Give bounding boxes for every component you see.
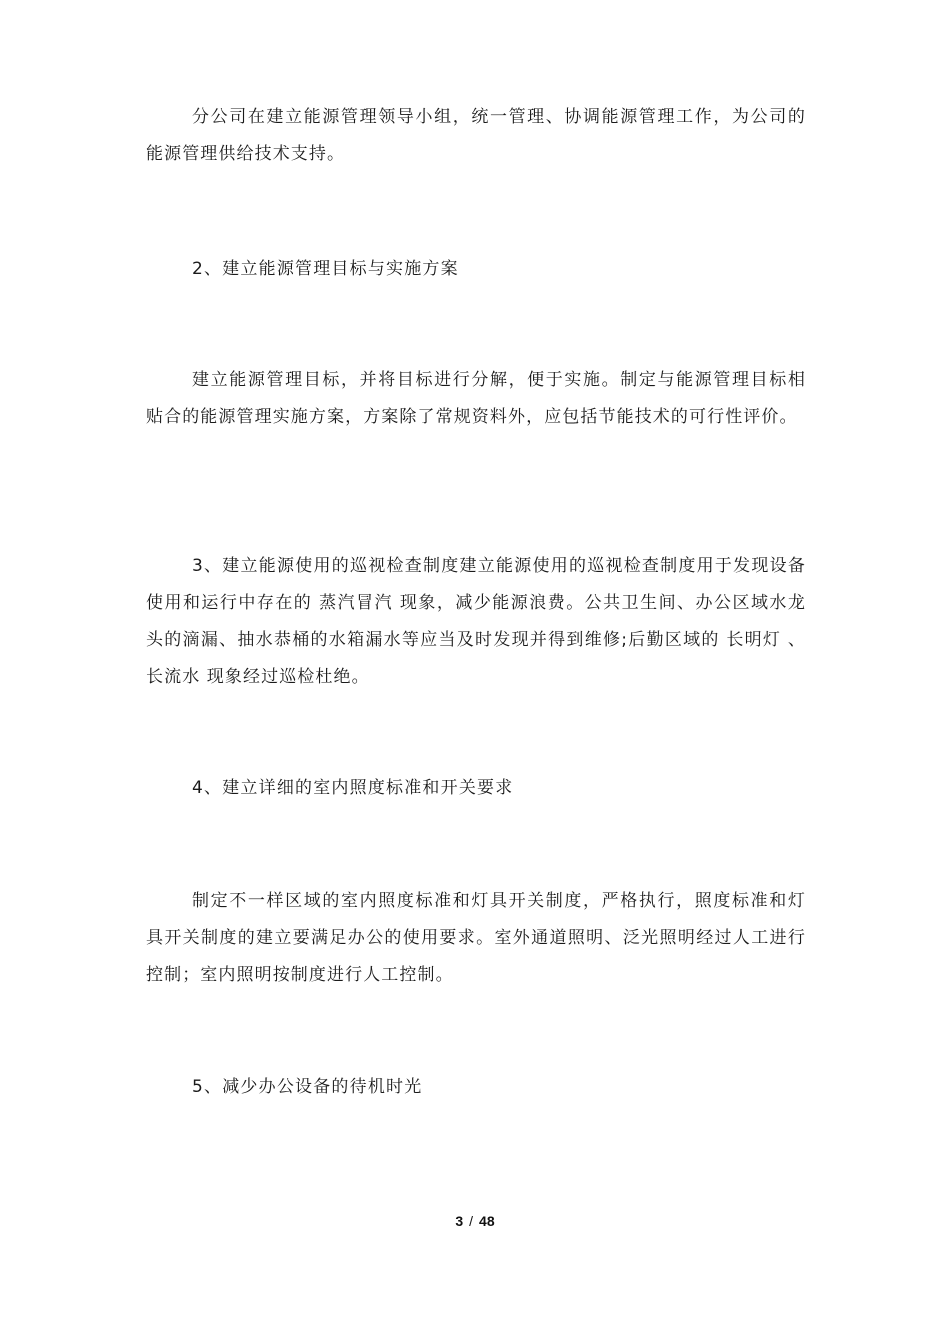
paragraph-lighting-standards: 制定不一样区域的室内照度标准和灯具开关制度，严格执行，照度标准和灯具开关制度的建立要满足办公的使用要求。室外通道照明、泛光照明经过人工进行控制；室内照明按制度进行人工控制。 [146,891,806,985]
page-number [0,1213,950,1229]
paragraph-inspection-system: 3、建立能源使用的巡视检查制度建立能源使用的巡视检查制度用于发现设备使用和运行中存在的 蒸汽冒汽 现象，减少能源浪费。公共卫生间、办公区域水龙头的滴漏、抽水恭桶的水箱漏水等应当及时发现并得到维修;后勤区域的 长明灯 、 长流水 现象经过巡检杜绝。 [146,556,806,687]
page-separator: / [469,1213,474,1229]
section-heading-5: 5、减少办公设备的待机时光 [192,1077,423,1097]
page-total: 48 [479,1213,495,1229]
paragraph-leadership-group: 分公司在建立能源管理领导小组，统一管理、协调能源管理工作，为公司的能源管理供给技术支持。 [146,107,806,164]
page-current: 3 [455,1213,464,1229]
section-heading-4: 4、建立详细的室内照度标准和开关要求 [192,778,514,798]
paragraph-management-targets: 建立能源管理目标，并将目标进行分解，便于实施。制定与能源管理目标相贴合的能源管理实施方案，方案除了常规资料外，应包括节能技术的可行性评价。 [146,370,806,427]
section-heading-2: 2、建立能源管理目标与实施方案 [192,259,459,279]
